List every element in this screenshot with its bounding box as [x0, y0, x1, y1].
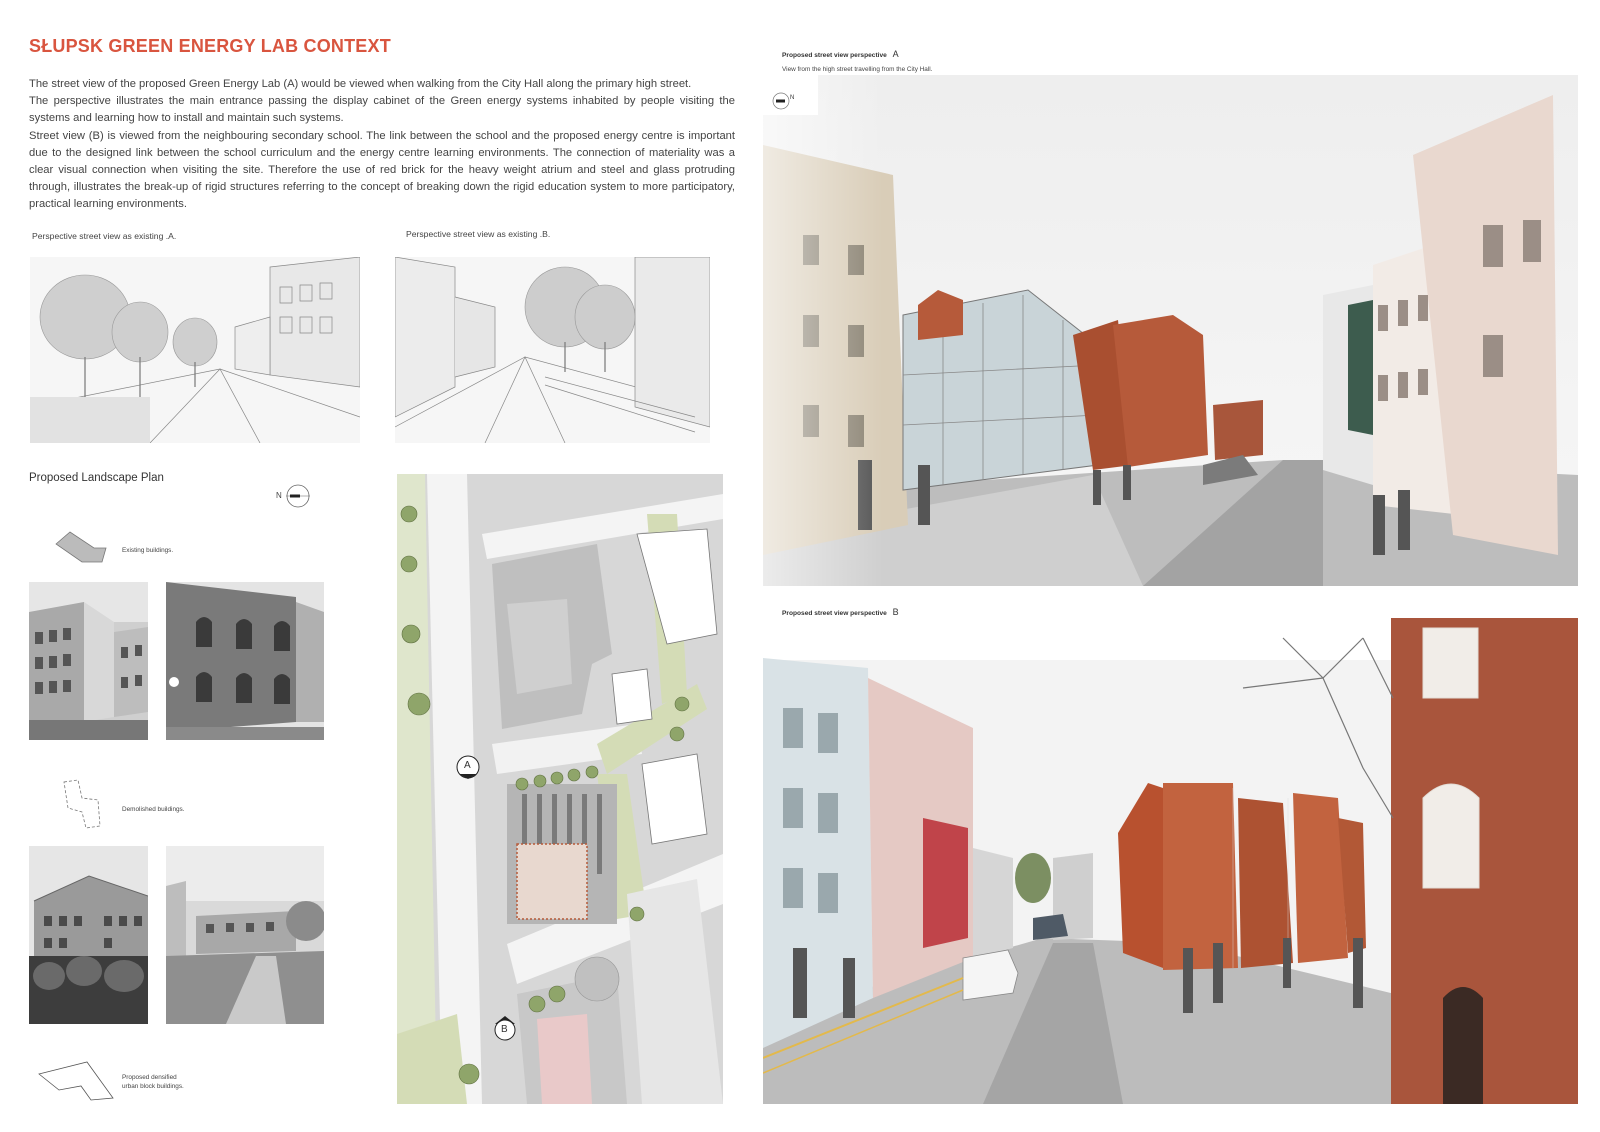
marker-a-label: A	[464, 760, 471, 771]
intro-text	[29, 76, 735, 214]
sketch-existing-a	[30, 257, 360, 443]
demolished-building-symbol-icon	[60, 778, 104, 830]
perspective-a-render	[763, 75, 1578, 586]
caption-existing-a: Perspective street view as existing .A.	[32, 231, 177, 241]
north-label: N	[276, 491, 282, 500]
marker-b-label: B	[501, 1024, 508, 1035]
perspective-a-north-icon	[771, 91, 797, 111]
marker-b-icon	[492, 1014, 518, 1042]
legend-proposed-line-1: Proposed densified	[122, 1074, 177, 1081]
intro-paragraph-3: Street view (B) is viewed from the neighbouring secondary school. The link between the school and the proposed energy centre is important due to the designed link between the school curriculum and the energy centre learning environments. The connection of materiality was a clear visual connection when visiting the site. Therefore the use of red brick for the heavy weight atrium and steel and glass protruding through, illustrates the break-up of rigid structures referring to the concept of breaking down the rigid education system to more participatory, practical learning environments.	[29, 129, 735, 211]
perspective-b-render	[763, 618, 1578, 1104]
perspective-a-title	[782, 49, 899, 59]
perspective-a-north-label: N	[790, 95, 795, 101]
legend-proposed-label	[122, 1073, 184, 1091]
proposed-block-symbol-icon	[37, 1060, 117, 1102]
photo-existing-building-2	[166, 582, 324, 740]
perspective-b-letter: B	[892, 607, 899, 617]
legend-proposed-line-2: urban block buildings.	[122, 1083, 184, 1090]
page-title: SŁUPSK GREEN ENERGY LAB CONTEXT	[29, 36, 391, 56]
intro-paragraph-1: The street view of the proposed Green Energy Lab (A) would be viewed when walking from the City Hall along the primary high street.	[29, 78, 692, 90]
photo-demolished-building-2	[166, 846, 324, 1024]
photo-existing-building-1	[29, 582, 148, 740]
legend-demolished-label: Demolished buildings.	[122, 806, 185, 813]
caption-existing-b: Perspective street view as existing .B.	[406, 229, 551, 239]
existing-building-symbol-icon	[54, 530, 108, 564]
sketch-existing-b	[395, 257, 710, 443]
perspective-a-subtitle: View from the high street travelling from the City Hall.	[782, 66, 933, 73]
perspective-a-letter: A	[892, 49, 899, 59]
intro-paragraph-2: The perspective illustrates the main entrance passing the display cabinet of the Green energy systems inhabited by people visiting the systems and learning how to install and maintain such systems.	[29, 95, 735, 125]
north-arrow-icon	[276, 483, 312, 509]
perspective-b-title-text: Proposed street view perspective	[782, 610, 887, 617]
perspective-b-title	[782, 607, 899, 617]
plan-title: Proposed Landscape Plan	[29, 472, 164, 484]
marker-a-icon	[455, 754, 481, 780]
landscape-plan-map	[397, 474, 723, 1104]
perspective-a-title-text: Proposed street view perspective	[782, 52, 887, 59]
photo-demolished-building-1	[29, 846, 148, 1024]
legend-existing-label: Existing buildings.	[122, 547, 174, 554]
